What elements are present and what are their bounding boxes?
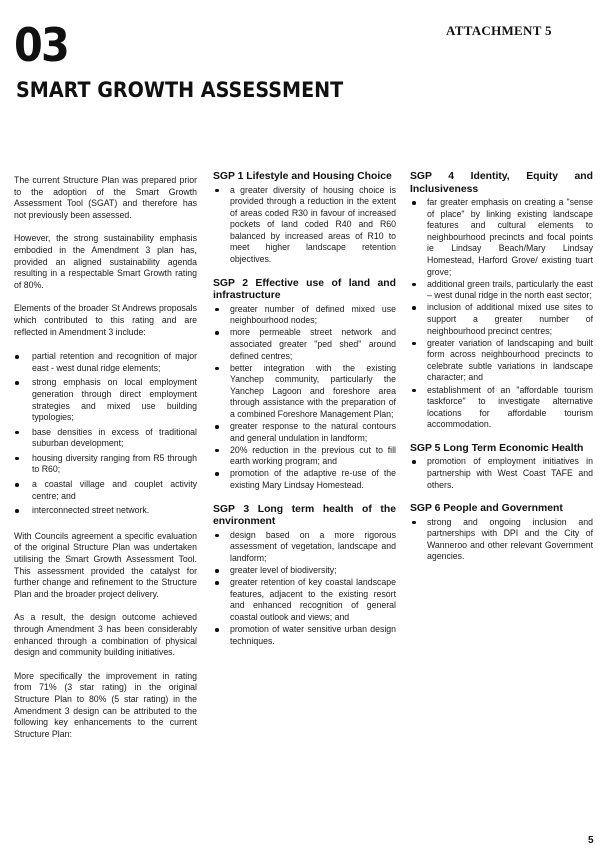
bullet-icon bbox=[215, 581, 219, 585]
list-item: housing diversity ranging from R5 through to R60; bbox=[14, 453, 197, 476]
list-item: promotion of employment initiatives in partnership with West Coast TAFE and others. bbox=[410, 456, 593, 491]
page-title: SMART GROWTH ASSESSMENT bbox=[16, 78, 344, 103]
sgp5-heading: SGP 5 Long Term Economic Health bbox=[410, 442, 584, 454]
sgp1-heading: SGP 1 Lifestyle and Housing Choice bbox=[213, 171, 392, 182]
bullet-icon bbox=[215, 425, 219, 429]
list-item: establishment of an "affordable tourism taskforce" to investigate alternative locations for affordable tourism accommodation. bbox=[410, 385, 593, 431]
list-item: promotion of water sensitive urban design techniques. bbox=[213, 624, 396, 647]
list-item: inclusion of additional mixed use sites to support a greater number of neighbourhood precinct centres; bbox=[410, 302, 593, 337]
column-left bbox=[14, 175, 197, 752]
list-item: greater number of defined mixed use neighbourhood nodes; bbox=[213, 304, 396, 327]
bullet-icon bbox=[15, 381, 19, 385]
sgp4-list bbox=[410, 197, 593, 431]
bullet-icon bbox=[15, 483, 19, 487]
list-item: base densities in excess of traditional suburban development; bbox=[14, 427, 197, 450]
bullet-icon bbox=[412, 460, 416, 464]
bullet-icon bbox=[215, 472, 219, 476]
list-item: better integration with the existing Yanchep community, particularly the Yanchep Lagoon and foreshore area through assistance with the preparation of a combined Foreshore Management Plan; bbox=[213, 363, 396, 421]
list-item: greater level of biodiversity; bbox=[213, 565, 396, 577]
bullet-icon bbox=[412, 389, 416, 393]
sgp3-section bbox=[213, 504, 396, 647]
sgp5-list bbox=[410, 456, 593, 491]
elements-list bbox=[14, 351, 197, 517]
bullet-icon bbox=[412, 342, 416, 346]
list-item: a greater diversity of housing choice is provided through a reduction in the extent of areas coded R30 in favour of increased pockets of land coded R40 and R60 balanced by increased areas of R10 to meet higher landscape retention objectives. bbox=[213, 185, 396, 266]
sgp3-list bbox=[213, 530, 396, 647]
sgp5-section bbox=[410, 443, 593, 491]
rating-paragraph: More specifically the improvement in rating from 71% (3 star rating) in the original Structure Plan to 80% (5 star rating) in the Amendment 3 design can be attributed to the following key enhancements to the current Structure Plan: bbox=[14, 670, 197, 739]
elements-paragraph: Elements of the broader St Andrews proposals which contributed to this rating and are reflected in Amendment 3 include: bbox=[14, 303, 197, 337]
bullet-icon bbox=[15, 457, 19, 461]
list-item: more permeable street network and associated greater "ped shed" around defined centres; bbox=[213, 327, 396, 362]
list-item: far greater emphasis on creating a "sense of place" by linking existing landscape features and cultural elements to neighbourhood precincts and focal points ie Lindsay Beach/Mary Lindsay Homestead, Harford Grove/ existing tuart grove; bbox=[410, 197, 593, 278]
list-item: 20% reduction in the previous cut to fill earth working program; and bbox=[213, 445, 396, 468]
sgp6-section bbox=[410, 503, 593, 563]
sgp1-list bbox=[213, 185, 396, 266]
sgp2-heading: SGP 2 Effective use of land and infrastructure bbox=[213, 277, 396, 302]
sgp4-heading: SGP 4 Identity, Equity and Inclusiveness bbox=[410, 171, 593, 195]
list-item: design based on a more rigorous assessment of vegetation, landscape and landform; bbox=[213, 530, 396, 565]
sgp2-list bbox=[213, 304, 396, 492]
bullet-icon bbox=[215, 534, 219, 538]
attachment-label: ATTACHMENT 5 bbox=[446, 23, 552, 38]
list-item: greater variation of landscaping and built form across neighbourhood precincts to celebrate subtle variations in landscape character; and bbox=[410, 338, 593, 384]
sgp6-list bbox=[410, 517, 593, 563]
section-number: 03 bbox=[14, 18, 69, 72]
sgp1-section bbox=[213, 171, 396, 266]
bullet-icon bbox=[412, 306, 416, 310]
list-item: strong emphasis on local employment generation through direct employment strategies and mixed use building typologies; bbox=[14, 377, 197, 423]
sustainability-paragraph: However, the strong sustainability emphasis embodied in the Amendment 3 plan has, provided an aligned sustainability agenda resulting in a respectable Smart Growth rating of 80%. bbox=[14, 233, 197, 290]
list-item: promotion of the adaptive re-use of the existing Mary Lindsay Homestead. bbox=[213, 468, 396, 491]
sgp4-section bbox=[410, 171, 593, 431]
sgp3-heading: SGP 3 Long term health of the environment bbox=[213, 503, 396, 528]
sgp6-heading: SGP 6 People and Government bbox=[410, 503, 563, 515]
sgp2-section bbox=[213, 278, 396, 492]
result-paragraph: As a result, the design outcome achieved through Amendment 3 has been considerably enhanced through a combination of physical design and community building initiatives. bbox=[14, 612, 197, 658]
column-right bbox=[410, 171, 593, 575]
list-item: partial retention and recognition of major east - west dunal ridge elements; bbox=[14, 351, 197, 374]
bullet-icon bbox=[215, 189, 219, 193]
column-middle bbox=[213, 171, 396, 659]
list-item: interconnected street network. bbox=[14, 505, 197, 517]
bullet-icon bbox=[412, 521, 416, 525]
list-item: a coastal village and couplet activity centre; and bbox=[14, 479, 197, 502]
list-item: greater response to the natural contours and general undulation in landform; bbox=[213, 421, 396, 444]
evaluation-paragraph: With Councils agreement a specific evaluation of the original Structure Plan was undertaken utilising the Smart Growth Assessment Tool. This assessment provided the catalyst for further change and refinement to the Structure Plan and the broader project delivery. bbox=[14, 530, 197, 599]
bullet-icon bbox=[15, 431, 19, 435]
list-item: additional green trails, particularly the east – west dunal ridge in the north east sector; bbox=[410, 279, 593, 302]
intro-paragraph: The current Structure Plan was prepared prior to the adoption of the Smart Growth Assessment Tool (SGAT) and therefore has not previously been assessed. bbox=[14, 175, 197, 220]
bullet-icon bbox=[215, 449, 219, 453]
list-item: greater retention of key coastal landscape features, adjacent to the existing resort and enhanced recognition of general coastal outlook and views; and bbox=[213, 577, 396, 623]
list-item: strong and ongoing inclusion and partnerships with DPI and the City of Wanneroo and other relevant Government agencies. bbox=[410, 517, 593, 563]
page-number: 5 bbox=[588, 835, 594, 846]
bullet-icon bbox=[412, 201, 416, 205]
bullet-icon bbox=[412, 283, 416, 287]
bullet-icon bbox=[215, 628, 219, 632]
bullet-icon bbox=[215, 367, 219, 371]
bullet-icon bbox=[215, 569, 219, 573]
bullet-icon bbox=[215, 308, 219, 312]
bullet-icon bbox=[215, 331, 219, 335]
bullet-icon bbox=[15, 509, 19, 513]
bullet-icon bbox=[15, 355, 19, 359]
